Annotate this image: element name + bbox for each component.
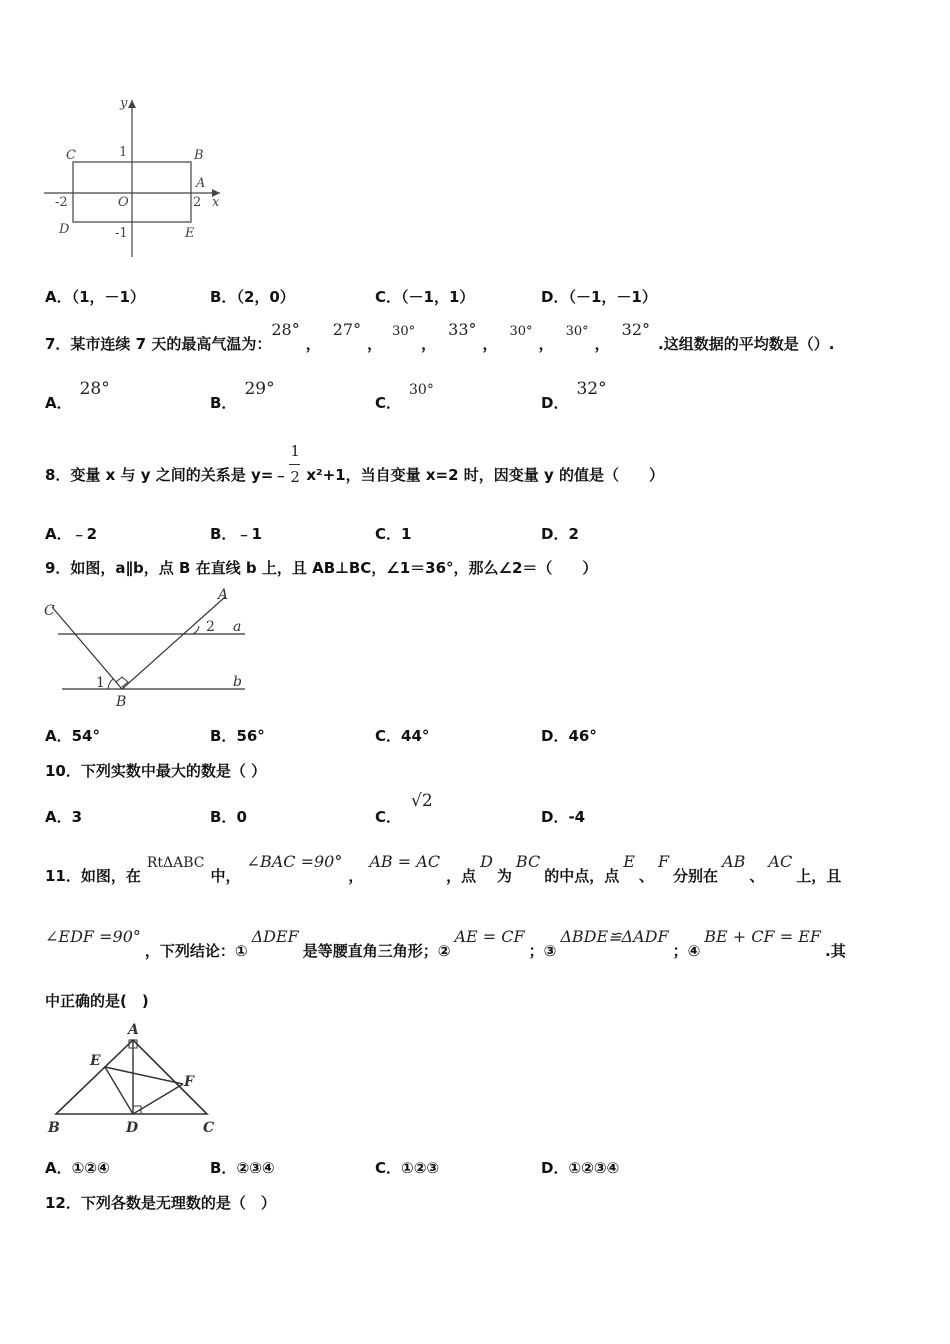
q8-stem: 8．变量 x 与 y 之间的关系是 y=﹣ $\frac{1}{2}$ x²+1，当自变量 x=2 时，因变量 y 的值是（ ） [45, 442, 664, 486]
fig9-label-a-line: a [233, 619, 242, 635]
fig9-label-b-point: B [116, 694, 127, 710]
parallel-lines-figure [40, 585, 255, 710]
fig6-label-e: E [185, 226, 195, 241]
q6-option-a: A．（1，－1） [45, 288, 145, 306]
q10-option-d: D．-4 [541, 808, 586, 826]
q11-stem-line3: 中正确的是( ) [45, 992, 149, 1010]
q6-option-b: B．（2，0） [210, 288, 295, 306]
fig9-label-c: C [44, 603, 55, 619]
q11-stem-line1: 11．如图，在RtΔABC中，∠BAC =90°，AB = AC，点D为BC的中点，点E、F分别在AB、AC上，且 [45, 852, 842, 885]
fig6-label-a: A [196, 176, 206, 191]
q9-option-a: A．54° [45, 727, 100, 745]
q8-fraction: $\frac{1}{2}$ [290, 442, 300, 486]
q9-option-b: B．56° [210, 727, 265, 745]
fig11-label-b: B [48, 1120, 60, 1136]
fig6-label-o: O [118, 195, 129, 210]
fig11-label-a: A [128, 1022, 139, 1038]
fig6-label-b: B [194, 148, 204, 163]
fig6-label-x: x [212, 195, 220, 210]
q10-stem: 10．下列实数中最大的数是（ ） [45, 762, 267, 780]
fig11-label-e: E [90, 1053, 101, 1069]
q6-option-c: C．（－1，1） [375, 288, 475, 306]
q8-option-c: C．1 [375, 525, 412, 543]
q6-option-d: D．（－1，－1） [541, 288, 657, 306]
coordinate-rectangle-figure [40, 92, 240, 262]
q9-option-c: C．44° [375, 727, 430, 745]
fig11-label-c: C [203, 1120, 215, 1136]
q11-option-c: C．①②③ [375, 1159, 440, 1177]
q7-stem: 7．某市连续 7 天的最高气温为：28°，27°，30°，33°，30°，30°，32°.这组数据的平均数是（）. [45, 320, 835, 353]
q11-option-a: A．①②④ [45, 1159, 110, 1177]
q10-option-c: C．√2 [375, 791, 433, 826]
fig6-tick-2: 2 [193, 195, 202, 210]
fig11-label-f: F [184, 1074, 194, 1090]
fig6-tick-neg1: -1 [115, 226, 128, 241]
q11-option-d: D．①②③④ [541, 1159, 620, 1177]
triangle-figure [40, 1018, 225, 1140]
fig6-label-d: D [59, 222, 70, 237]
q11-stem-line2: ∠EDF =90°，下列结论：①ΔDEF是等腰直角三角形；②AE = CF；③ΔBDE≌ΔADF；④BE + CF = EF.其 [45, 927, 846, 960]
q7-option-b: B．29° [210, 379, 275, 412]
q7-option-d: D．32° [541, 379, 607, 412]
fig6-label-c: C [66, 148, 76, 163]
q12-stem: 12．下列各数是无理数的是（ ） [45, 1194, 276, 1212]
fig6-tick-1: 1 [119, 145, 128, 160]
fig11-label-d: D [126, 1120, 139, 1136]
q9-stem: 9．如图，a∥b，点 B 在直线 b 上，且 AB⊥BC，∠1＝36°，那么∠2＝（ ） [45, 559, 598, 577]
q9-option-d: D．46° [541, 727, 597, 745]
q7-option-a: A．28° [45, 379, 110, 412]
fig6-label-y: y [120, 96, 128, 111]
fig9-label-b-line: b [233, 674, 242, 690]
q8-option-b: B．﹣1 [210, 525, 262, 543]
q8-option-d: D．2 [541, 525, 579, 543]
q10-option-a: A．3 [45, 808, 83, 826]
q10-option-b: B．0 [210, 808, 247, 826]
fig6-tick-neg2: -2 [55, 195, 68, 210]
fig9-angle-1: 1 [96, 675, 105, 691]
fig9-label-a-point: A [218, 587, 229, 603]
q11-option-b: B．②③④ [210, 1159, 275, 1177]
fig9-angle-2: 2 [206, 619, 215, 635]
q7-option-c: C．30° [375, 382, 434, 412]
q8-option-a: A．﹣2 [45, 525, 98, 543]
